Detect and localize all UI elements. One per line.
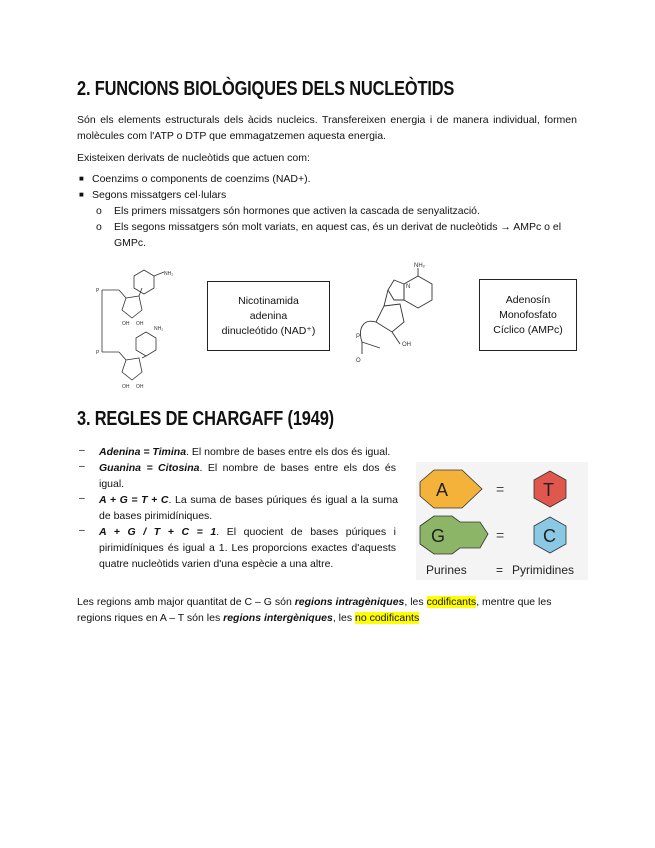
rule-term: Adenina = Timina: [99, 446, 187, 458]
regions-text: , les: [404, 596, 427, 608]
bullet-item-coenzymes: Coenzims o components de coenzims (NAD+).: [92, 173, 311, 185]
dash-marker: –: [79, 444, 85, 456]
nad-oh-label: OH: [122, 321, 130, 327]
regions-paragraph: [77, 594, 582, 626]
nad-oh-label: OH: [136, 321, 144, 327]
regions-intragenic: regions intragèniques: [294, 596, 405, 608]
regions-text: Les regions amb major quantitat de C – G són: [77, 596, 295, 608]
regions-text: , mentre que les regions riques en A – T són les: [77, 596, 552, 624]
rule-term: A + G = T + C: [99, 494, 169, 506]
camp-oh-label: OH: [402, 342, 411, 348]
rule-text: . El nombre de bases entre els dos és igual.: [99, 462, 396, 490]
nad-box-line: Nicotinamida: [238, 294, 299, 307]
sub-bullet-marker: o: [96, 221, 102, 233]
rule-term: A + G / T + C = 1: [99, 526, 217, 538]
derivatives-intro: Existeixen derivats de nucleòtids que actuen com:: [77, 152, 310, 164]
dash-marker: –: [79, 460, 85, 472]
regions-intergenic: regions intergèniques: [223, 612, 333, 624]
caption-equals: =: [496, 563, 504, 577]
ampc-box-line: Monofosfato: [499, 308, 557, 321]
rule-text: . La suma de bases púriques és igual a la suma de bases pirimidíniques.: [99, 494, 398, 522]
camp-structure-icon: [340, 258, 460, 373]
camp-n-label: N: [406, 284, 411, 290]
ampc-label-box: [479, 279, 577, 351]
bullet-marker: ■: [79, 174, 84, 183]
section-heading-functions: 2. FUNCIONS BIOLÒGIQUES DELS NUCLEÒTIDS: [77, 78, 455, 100]
cytosine-letter: C: [543, 526, 556, 546]
rule-adenine-timina: [99, 444, 415, 460]
nad-adenine-amine: NH₂: [154, 326, 164, 332]
bullet-marker: ■: [79, 190, 84, 199]
highlight-coding: codificants: [426, 596, 477, 608]
section-heading-chargaff: 3. REGLES DE CHARGAFF (1949): [77, 408, 334, 430]
rule-text: . El nombre de bases entre els dos és igual.: [186, 446, 391, 458]
ampc-box-line: Cíclico (AMPc): [493, 323, 563, 336]
bullet-item-messengers: Segons missatgers cel·lulars: [92, 189, 227, 201]
rule-text: . El quocient de bases púriques i pirimidíniques és igual a 1. Les proporcions exactes d'aquests quatre nucleòtids varien d'una espècie a una altre.: [99, 526, 396, 570]
sub-bullet-second-messengers: Els segons missatgers són molt variats, en aquest cas, és un derivat de nucleòtids → AMPc o el GMPc.: [114, 221, 562, 249]
base-pairing-figure: [416, 462, 588, 580]
caption-purines: Purines: [426, 563, 467, 577]
sub-bullet-first-messengers: Els primers missatgers són hormones que activen la cascada de senyalització.: [114, 205, 480, 217]
nad-amide-label: NH₂: [164, 271, 174, 277]
camp-amine-label: NH₂: [414, 263, 425, 269]
ampc-box-line: Adenosín: [505, 293, 551, 306]
rule-guanina-citosina: [99, 460, 396, 492]
nad-oh-label: OH: [136, 384, 144, 390]
rule-quotient: [99, 524, 396, 572]
rule-term: Guanina = Citosina: [99, 462, 200, 474]
intro-paragraph: Són els elements estructurals dels àcids nucleics. Transfereixen energia i de manera individual, formen molècules com l'ATP o DTP que emmagatzemen aquesta energia.: [77, 114, 577, 142]
adenine-letter: A: [436, 480, 449, 500]
sub-bullet-marker: o: [96, 205, 102, 217]
equals-sign: =: [496, 481, 505, 497]
dash-marker: –: [79, 492, 85, 504]
camp-o-label: O: [356, 358, 361, 364]
nad-phosphate-p2: P: [96, 350, 100, 356]
highlight-noncoding: no codificants: [355, 612, 420, 624]
thymine-letter: T: [543, 480, 554, 500]
regions-text: , les: [332, 612, 355, 624]
camp-p-label: P: [356, 334, 361, 340]
nad-label-box: [207, 281, 330, 351]
dash-marker: –: [79, 524, 85, 536]
rule-sum: [99, 492, 398, 524]
nad-box-line: adenina: [249, 309, 288, 322]
nad-structure-icon: [84, 262, 184, 392]
equals-sign: =: [496, 527, 505, 543]
caption-pyrimidines: Pyrimidines: [512, 563, 575, 577]
nad-oh-label: OH: [122, 384, 130, 390]
guanine-letter: G: [431, 526, 446, 546]
nad-phosphate-p1: P: [96, 288, 100, 294]
nad-box-line: dinucleótido (NAD⁺): [221, 324, 316, 337]
